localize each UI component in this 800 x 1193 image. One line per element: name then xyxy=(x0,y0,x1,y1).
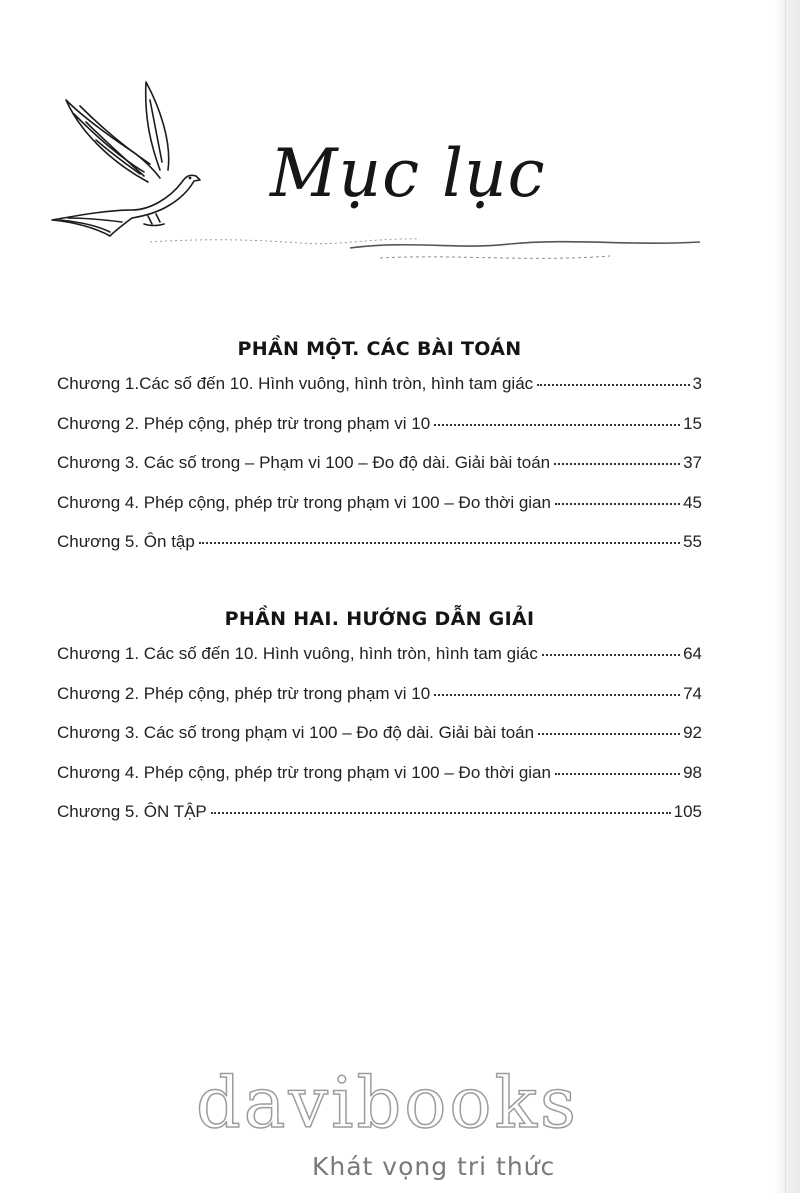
toc-entry-label: Chương 1.Các số đến 10. Hình vuông, hình tròn, hình tam giác xyxy=(57,374,534,393)
dot-leader xyxy=(199,542,680,544)
toc-list xyxy=(57,374,702,572)
dot-leader xyxy=(537,384,689,386)
toc-entry-label: Chương 2. Phép cộng, phép trừ trong phạm vi 10 xyxy=(57,683,431,703)
brand-tagline: Khát vọng tri thức xyxy=(312,1152,556,1181)
toc-entry-page: 98 xyxy=(683,762,702,782)
toc-entry-label: Chương 5. ÔN TẬP xyxy=(57,802,207,821)
toc-entry-label: Chương 5. Ôn tập xyxy=(57,532,195,551)
toc-entry-page: 45 xyxy=(683,492,702,512)
toc-entry-label: Chương 3. Các số trong phạm vi 100 – Đo độ dài. Giải bài toán xyxy=(57,723,535,742)
toc-entry-page: 105 xyxy=(673,802,702,821)
dot-leader xyxy=(555,773,680,775)
toc-entry[interactable] xyxy=(57,453,702,493)
toc-entry-page: 55 xyxy=(683,532,702,551)
brand-watermark: davibooks xyxy=(196,1062,579,1144)
toc-entry-page: 64 xyxy=(683,644,702,663)
section-title: PHẦN HAI. HƯỚNG DẪN GIẢI xyxy=(224,608,535,630)
dot-leader xyxy=(434,424,680,426)
toc-entry[interactable] xyxy=(57,723,702,763)
toc-entry-page: 3 xyxy=(692,374,702,393)
toc-entry-label: Chương 4. Phép cộng, phép trừ trong phạm vi 100 – Đo thời gian xyxy=(57,492,551,512)
section-title: PHẦN MỘT. CÁC BÀI TOÁN xyxy=(237,338,522,360)
toc-entry-page: 37 xyxy=(683,453,702,472)
toc-entry-label: Chương 4. Phép cộng, phép trừ trong phạm vi 100 – Đo thời gian xyxy=(57,762,551,782)
toc-list xyxy=(57,644,702,842)
page-scan-line xyxy=(785,0,786,1193)
toc-entry-label: Chương 3. Các số trong – Phạm vi 100 – Đo độ dài. Giải bài toán xyxy=(57,453,551,472)
toc-entry-page: 74 xyxy=(683,683,702,703)
toc-entry-page: 92 xyxy=(683,723,702,742)
dove-icon xyxy=(40,70,212,250)
toc-section-part-one xyxy=(57,338,702,572)
toc-entry[interactable] xyxy=(57,684,702,724)
page-scan-edge xyxy=(774,0,800,1193)
toc-entry-label: Chương 2. Phép cộng, phép trừ trong phạm vi 10 xyxy=(57,413,431,433)
toc-entry[interactable] xyxy=(57,802,702,842)
dot-leader xyxy=(555,503,680,505)
toc-entry[interactable] xyxy=(57,532,702,572)
dot-leader xyxy=(542,654,680,656)
dot-leader xyxy=(211,812,671,814)
toc-entry[interactable] xyxy=(57,374,702,414)
toc-section-part-two xyxy=(57,608,702,842)
dot-leader xyxy=(554,463,680,465)
toc-entry[interactable] xyxy=(57,644,702,684)
toc-entry[interactable] xyxy=(57,414,702,454)
toc-entry-label: Chương 1. Các số đến 10. Hình vuông, hình tròn, hình tam giác xyxy=(57,644,538,663)
toc-entry[interactable] xyxy=(57,763,702,803)
page-title: Mục lục xyxy=(270,135,546,212)
toc-entry[interactable] xyxy=(57,493,702,533)
toc-entry-page: 15 xyxy=(683,413,702,433)
dot-leader xyxy=(434,694,680,696)
dot-leader xyxy=(538,733,680,735)
decorative-divider xyxy=(150,228,705,268)
